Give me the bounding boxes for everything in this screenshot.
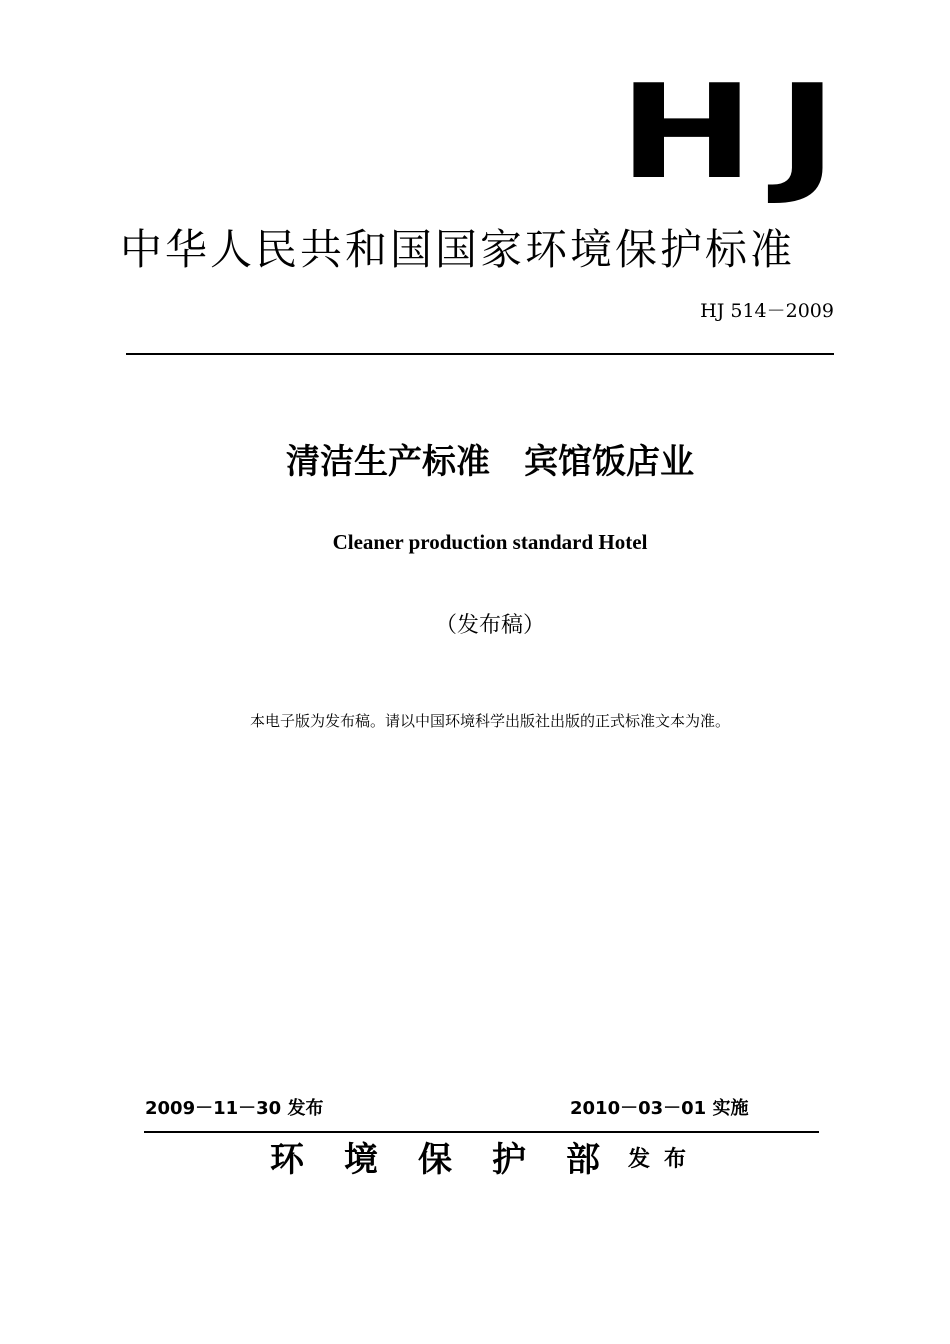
top-divider (126, 353, 834, 355)
publisher-name: 环境保护部 (270, 1140, 640, 1180)
hj-series-mark: HJ (618, 56, 860, 208)
effective-date: 2010－03－01 实施 (570, 1098, 749, 1119)
electronic-version-notice: 本电子版为发布稿。请以中国环境科学出版社出版的正式标准文本为准。 (249, 712, 730, 730)
publish-verb: 发布 (628, 1147, 701, 1172)
draft-label: （发布稿） (434, 613, 545, 638)
document-title-cn: 清洁生产标准 宾馆饭店业 (286, 442, 694, 482)
issue-date: 2009－11－30 发布 (145, 1098, 324, 1119)
standard-number: HJ 514－2009 (700, 300, 834, 322)
document-title-en: Cleaner production standard Hotel (332, 530, 648, 554)
publisher-line (270, 1137, 810, 1183)
bottom-divider (144, 1131, 819, 1133)
standard-category-title: 中华人民共和国国家环境保护标准 (120, 225, 796, 274)
